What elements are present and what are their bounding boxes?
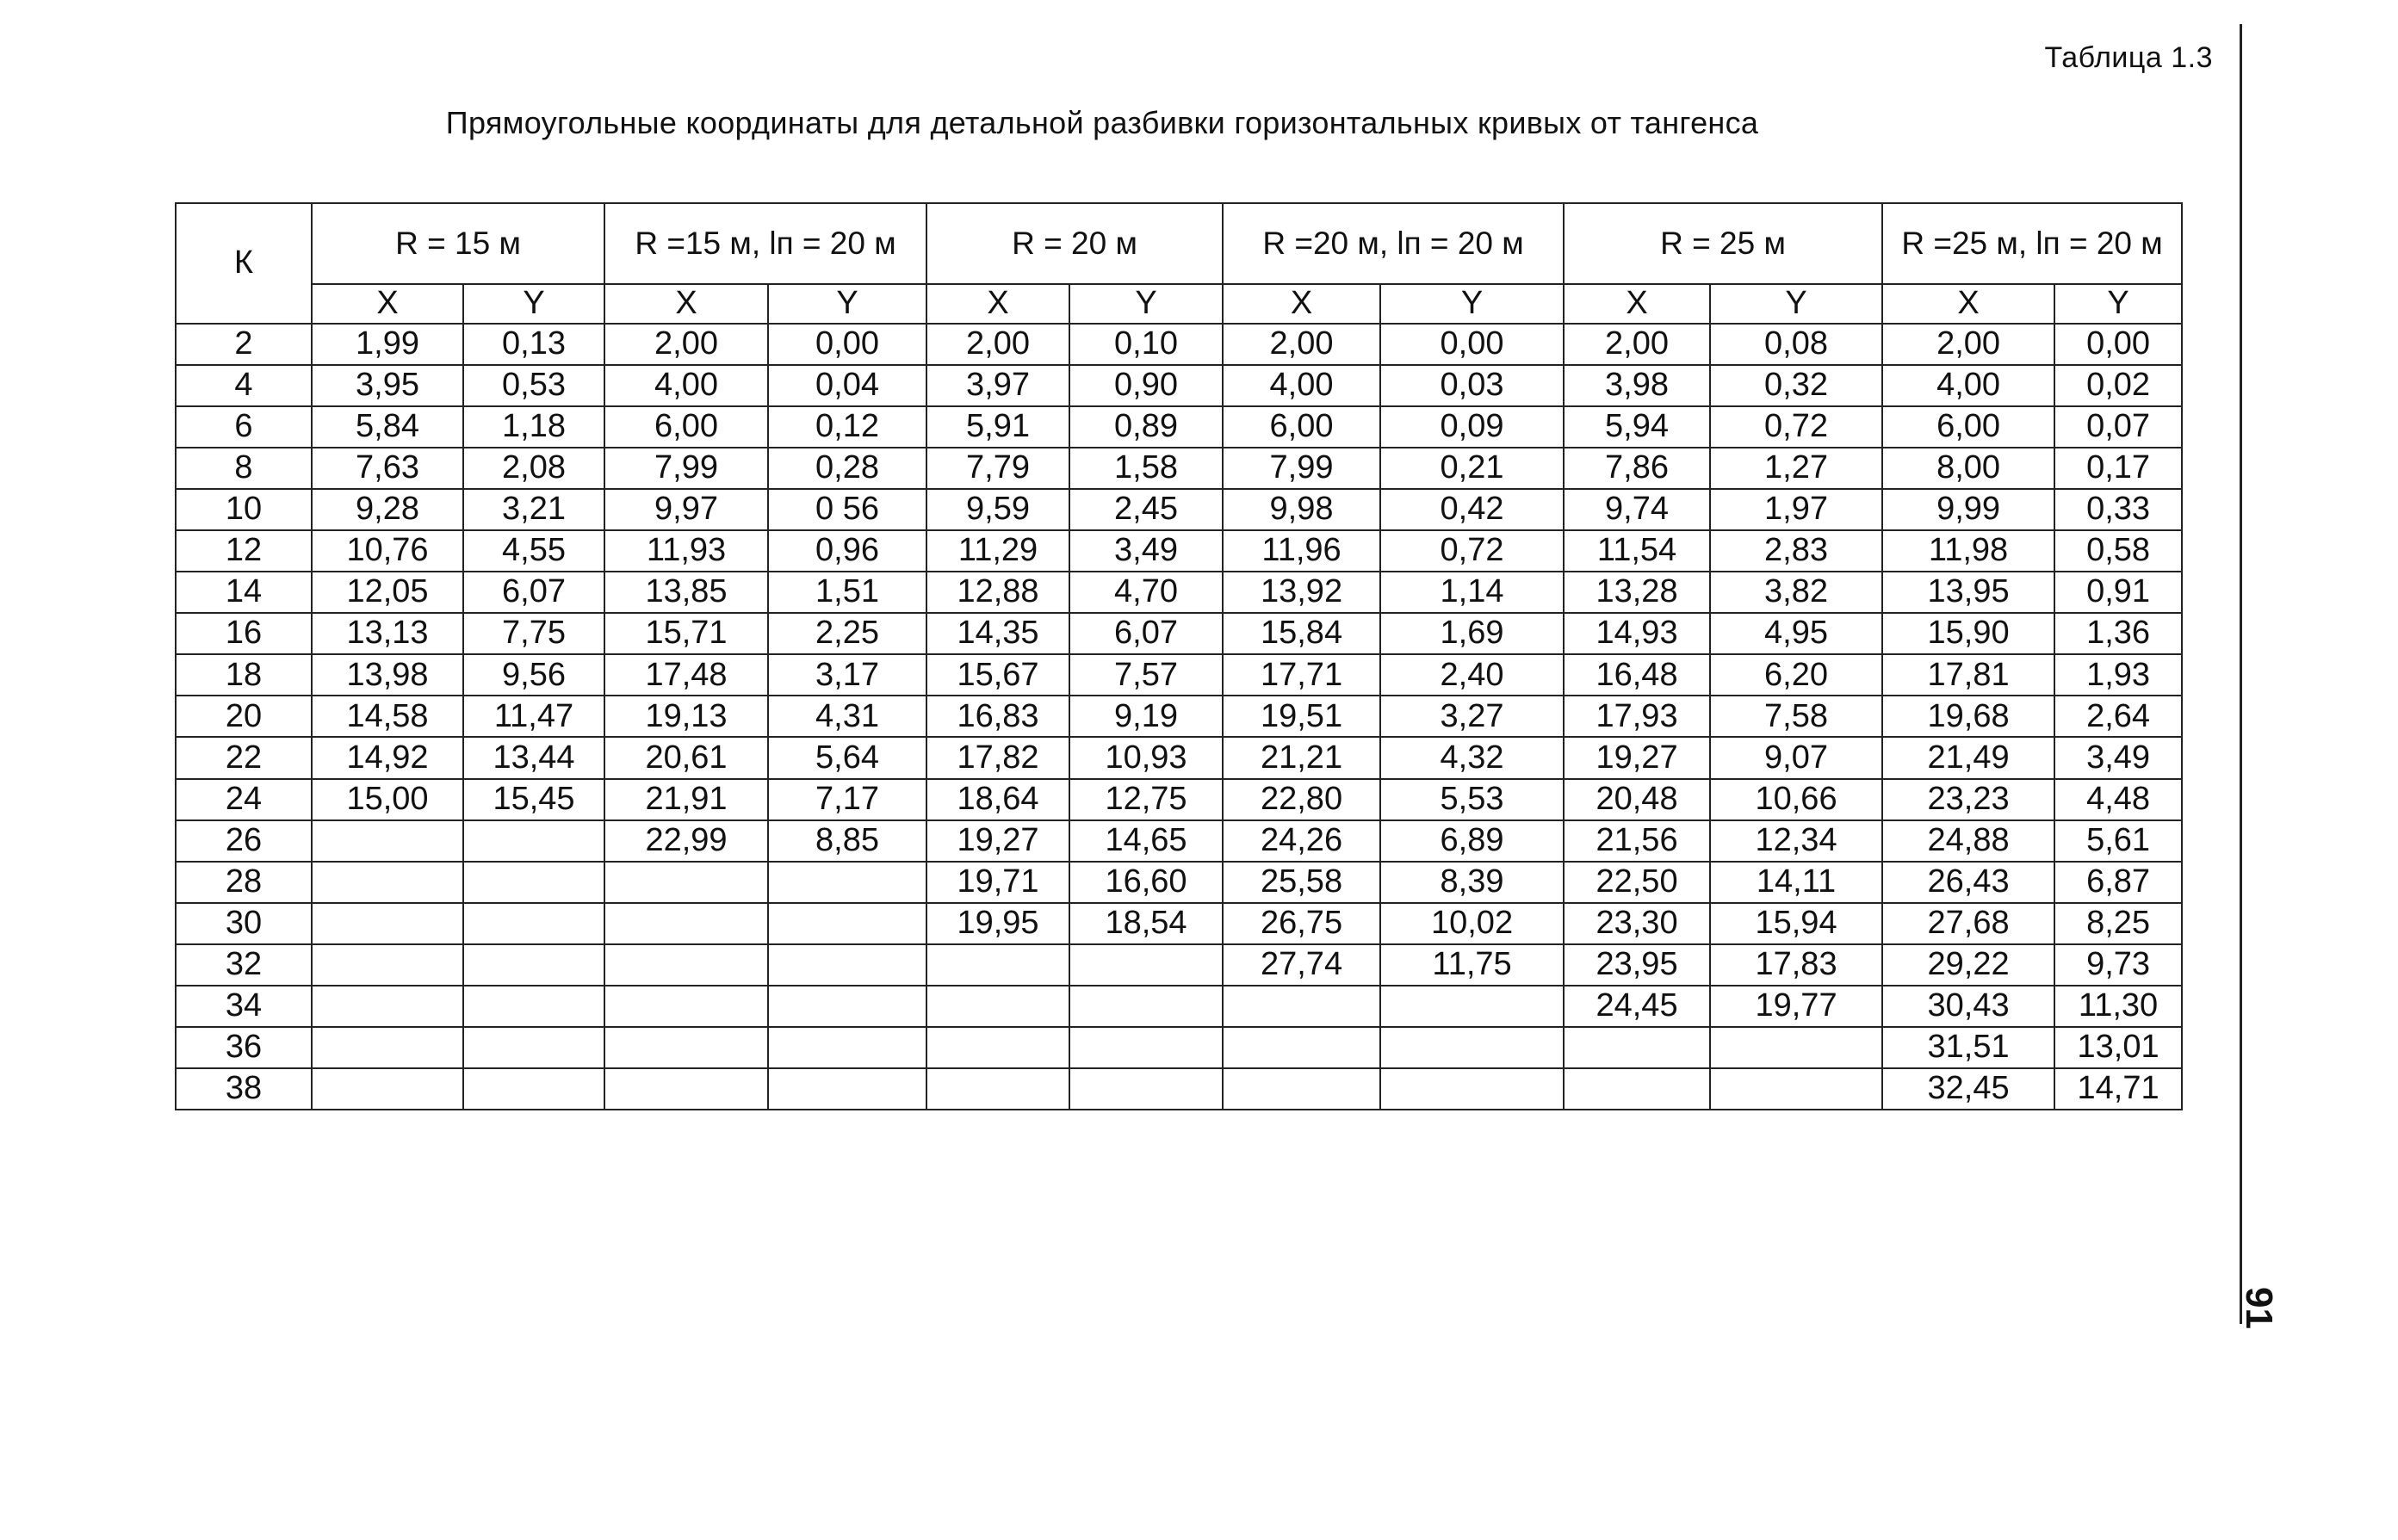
x-value-cell: 26,75 (1223, 903, 1380, 944)
x-value-cell: 17,71 (1223, 654, 1380, 696)
x-value-cell (1223, 986, 1380, 1027)
y-value-cell (768, 1068, 926, 1110)
y-value-cell: 0,08 (1710, 324, 1882, 365)
y-value-cell (463, 862, 604, 903)
x-value-cell: 17,48 (604, 654, 768, 696)
y-value-cell: 1,14 (1380, 572, 1564, 613)
y-value-cell: 0,07 (2054, 406, 2182, 448)
x-value-cell: 24,26 (1223, 820, 1380, 862)
x-value-cell: 5,84 (312, 406, 463, 448)
y-value-cell: 4,48 (2054, 779, 2182, 820)
x-value-cell (926, 1068, 1069, 1110)
y-value-cell: 8,85 (768, 820, 926, 862)
x-column-header: X (1564, 284, 1710, 324)
x-value-cell: 2,00 (604, 324, 768, 365)
y-value-cell: 14,71 (2054, 1068, 2182, 1110)
y-value-cell (768, 1027, 926, 1068)
x-value-cell: 17,93 (1564, 696, 1710, 737)
table-row (176, 903, 2182, 944)
y-value-cell: 3,49 (2054, 737, 2182, 778)
y-value-cell: 0,02 (2054, 365, 2182, 406)
x-value-cell (1223, 1068, 1380, 1110)
group-header-r20: R = 20 м (926, 203, 1223, 284)
y-value-cell: 3,82 (1710, 572, 1882, 613)
y-value-cell: 3,49 (1069, 530, 1223, 572)
x-value-cell: 16,83 (926, 696, 1069, 737)
x-value-cell: 13,92 (1223, 572, 1380, 613)
table-row (176, 448, 2182, 489)
group-header-r25: R = 25 м (1564, 203, 1882, 284)
table-row (176, 654, 2182, 696)
y-value-cell: 5,64 (768, 737, 926, 778)
x-value-cell: 17,81 (1882, 654, 2054, 696)
y-value-cell: 0,13 (463, 324, 604, 365)
y-value-cell: 9,56 (463, 654, 604, 696)
k-column-header: К (176, 203, 312, 324)
x-value-cell: 11,54 (1564, 530, 1710, 572)
table-row (176, 696, 2182, 737)
y-value-cell: 14,11 (1710, 862, 1882, 903)
x-column-header: X (1882, 284, 2054, 324)
y-value-cell: 10,93 (1069, 737, 1223, 778)
x-value-cell: 19,95 (926, 903, 1069, 944)
x-value-cell: 6,00 (604, 406, 768, 448)
y-value-cell: 14,65 (1069, 820, 1223, 862)
y-value-cell: 0,00 (2054, 324, 2182, 365)
x-value-cell: 3,98 (1564, 365, 1710, 406)
y-value-cell (1710, 1068, 1882, 1110)
k-value-cell: 6 (176, 406, 312, 448)
x-value-cell: 3,95 (312, 365, 463, 406)
xy-header-row (176, 284, 2182, 324)
x-value-cell: 18,64 (926, 779, 1069, 820)
x-value-cell: 12,05 (312, 572, 463, 613)
y-value-cell: 6,07 (463, 572, 604, 613)
y-value-cell: 2,25 (768, 613, 926, 654)
x-value-cell: 4,00 (1223, 365, 1380, 406)
x-value-cell: 27,74 (1223, 944, 1380, 986)
table-row (176, 779, 2182, 820)
y-value-cell: 0,91 (2054, 572, 2182, 613)
x-value-cell: 19,71 (926, 862, 1069, 903)
y-value-cell: 1,97 (1710, 489, 1882, 530)
group-header-r15: R = 15 м (312, 203, 604, 284)
k-value-cell: 14 (176, 572, 312, 613)
k-value-cell: 26 (176, 820, 312, 862)
y-value-cell: 11,75 (1380, 944, 1564, 986)
x-value-cell (604, 903, 768, 944)
x-value-cell (312, 903, 463, 944)
k-value-cell: 36 (176, 1027, 312, 1068)
y-value-cell: 1,18 (463, 406, 604, 448)
table-row (176, 1068, 2182, 1110)
y-value-cell: 0,42 (1380, 489, 1564, 530)
y-value-cell: 1,36 (2054, 613, 2182, 654)
x-value-cell: 21,91 (604, 779, 768, 820)
x-value-cell (312, 944, 463, 986)
y-value-cell (768, 944, 926, 986)
y-value-cell: 0,10 (1069, 324, 1223, 365)
k-value-cell: 4 (176, 365, 312, 406)
x-value-cell: 5,91 (926, 406, 1069, 448)
y-value-cell: 16,60 (1069, 862, 1223, 903)
x-value-cell: 23,30 (1564, 903, 1710, 944)
group-header-r20-ln20: R =20 м, lп = 20 м (1223, 203, 1564, 284)
y-value-cell: 0,89 (1069, 406, 1223, 448)
x-value-cell: 10,76 (312, 530, 463, 572)
table-number-label: Таблица 1.3 (2044, 41, 2213, 74)
k-value-cell: 32 (176, 944, 312, 986)
y-value-cell: 0,58 (2054, 530, 2182, 572)
y-value-cell (768, 862, 926, 903)
x-value-cell: 11,93 (604, 530, 768, 572)
table-row (176, 820, 2182, 862)
y-value-cell: 6,07 (1069, 613, 1223, 654)
k-value-cell: 24 (176, 779, 312, 820)
x-value-cell: 32,45 (1882, 1068, 2054, 1110)
y-value-cell: 0,90 (1069, 365, 1223, 406)
y-value-cell: 4,32 (1380, 737, 1564, 778)
y-value-cell: 1,93 (2054, 654, 2182, 696)
y-value-cell: 0,72 (1710, 406, 1882, 448)
y-value-cell: 8,39 (1380, 862, 1564, 903)
coordinates-table (175, 202, 2183, 1110)
page-number: 91 (2238, 1287, 2280, 1329)
table-row (176, 1027, 2182, 1068)
x-value-cell: 26,43 (1882, 862, 2054, 903)
x-value-cell: 9,59 (926, 489, 1069, 530)
x-value-cell: 6,00 (1882, 406, 2054, 448)
x-column-header: X (312, 284, 463, 324)
y-value-cell: 0,33 (2054, 489, 2182, 530)
table-row (176, 530, 2182, 572)
y-value-cell (768, 986, 926, 1027)
y-value-cell (1069, 1068, 1223, 1110)
y-value-cell (463, 986, 604, 1027)
x-column-header: X (1223, 284, 1380, 324)
x-value-cell: 15,00 (312, 779, 463, 820)
y-value-cell: 0,53 (463, 365, 604, 406)
y-value-cell (463, 820, 604, 862)
y-value-cell: 5,61 (2054, 820, 2182, 862)
y-value-cell (1069, 1027, 1223, 1068)
y-value-cell: 0,00 (1380, 324, 1564, 365)
table-row (176, 862, 2182, 903)
k-value-cell: 28 (176, 862, 312, 903)
x-value-cell (604, 1068, 768, 1110)
x-value-cell: 7,63 (312, 448, 463, 489)
x-value-cell: 13,28 (1564, 572, 1710, 613)
y-value-cell: 15,45 (463, 779, 604, 820)
x-value-cell: 11,29 (926, 530, 1069, 572)
x-value-cell: 14,35 (926, 613, 1069, 654)
x-value-cell (312, 1068, 463, 1110)
y-value-cell: 13,44 (463, 737, 604, 778)
x-value-cell (604, 986, 768, 1027)
x-value-cell: 7,79 (926, 448, 1069, 489)
y-value-cell: 3,21 (463, 489, 604, 530)
x-value-cell: 19,27 (926, 820, 1069, 862)
x-value-cell: 9,28 (312, 489, 463, 530)
x-value-cell: 23,23 (1882, 779, 2054, 820)
y-value-cell: 6,20 (1710, 654, 1882, 696)
y-column-header: Y (1380, 284, 1564, 324)
k-value-cell: 8 (176, 448, 312, 489)
y-value-cell (463, 944, 604, 986)
y-column-header: Y (463, 284, 604, 324)
x-value-cell: 13,85 (604, 572, 768, 613)
y-value-cell: 18,54 (1069, 903, 1223, 944)
y-value-cell: 12,34 (1710, 820, 1882, 862)
y-value-cell: 19,77 (1710, 986, 1882, 1027)
y-value-cell: 5,53 (1380, 779, 1564, 820)
table-row (176, 986, 2182, 1027)
k-value-cell: 16 (176, 613, 312, 654)
x-value-cell: 13,95 (1882, 572, 2054, 613)
x-value-cell: 31,51 (1882, 1027, 2054, 1068)
x-value-cell: 24,45 (1564, 986, 1710, 1027)
y-value-cell: 17,83 (1710, 944, 1882, 986)
x-value-cell: 7,99 (1223, 448, 1380, 489)
x-value-cell: 22,50 (1564, 862, 1710, 903)
y-value-cell: 7,58 (1710, 696, 1882, 737)
group-header-r25-ln20: R =25 м, lп = 20 м (1882, 203, 2182, 284)
x-value-cell: 4,00 (604, 365, 768, 406)
x-value-cell (312, 862, 463, 903)
x-value-cell: 15,84 (1223, 613, 1380, 654)
x-value-cell (926, 986, 1069, 1027)
x-value-cell: 19,27 (1564, 737, 1710, 778)
x-value-cell (604, 1027, 768, 1068)
table-row (176, 489, 2182, 530)
y-value-cell: 2,45 (1069, 489, 1223, 530)
x-value-cell: 15,67 (926, 654, 1069, 696)
x-value-cell: 29,22 (1882, 944, 2054, 986)
x-value-cell: 6,00 (1223, 406, 1380, 448)
x-value-cell: 3,97 (926, 365, 1069, 406)
x-value-cell: 21,49 (1882, 737, 2054, 778)
k-value-cell: 10 (176, 489, 312, 530)
x-value-cell: 14,92 (312, 737, 463, 778)
k-value-cell: 12 (176, 530, 312, 572)
page-title: Прямоугольные координаты для детальной разбивки горизонтальных кривых от тангенса (445, 105, 1759, 140)
table-row (176, 406, 2182, 448)
x-value-cell: 4,00 (1882, 365, 2054, 406)
y-value-cell: 9,07 (1710, 737, 1882, 778)
x-value-cell (604, 862, 768, 903)
y-value-cell: 11,47 (463, 696, 604, 737)
y-value-cell (1069, 986, 1223, 1027)
x-value-cell: 14,58 (312, 696, 463, 737)
y-value-cell: 7,75 (463, 613, 604, 654)
y-value-cell: 0,96 (768, 530, 926, 572)
x-value-cell: 2,00 (1223, 324, 1380, 365)
x-value-cell (312, 820, 463, 862)
table-row (176, 737, 2182, 778)
y-value-cell: 0 56 (768, 489, 926, 530)
y-value-cell: 4,31 (768, 696, 926, 737)
k-value-cell: 18 (176, 654, 312, 696)
y-value-cell: 1,51 (768, 572, 926, 613)
y-value-cell: 2,64 (2054, 696, 2182, 737)
y-value-cell: 13,01 (2054, 1027, 2182, 1068)
x-value-cell: 8,00 (1882, 448, 2054, 489)
k-value-cell: 20 (176, 696, 312, 737)
y-value-cell (1380, 1068, 1564, 1110)
table-row (176, 944, 2182, 986)
k-value-cell: 22 (176, 737, 312, 778)
x-value-cell: 19,68 (1882, 696, 2054, 737)
x-value-cell: 15,90 (1882, 613, 2054, 654)
x-value-cell: 13,13 (312, 613, 463, 654)
y-value-cell: 0,03 (1380, 365, 1564, 406)
x-column-header: X (604, 284, 768, 324)
table-row (176, 572, 2182, 613)
x-value-cell (926, 1027, 1069, 1068)
y-value-cell: 0,32 (1710, 365, 1882, 406)
margin-rule (2240, 24, 2242, 1324)
y-value-cell: 6,87 (2054, 862, 2182, 903)
y-value-cell: 12,75 (1069, 779, 1223, 820)
y-value-cell: 1,27 (1710, 448, 1882, 489)
x-value-cell: 20,61 (604, 737, 768, 778)
y-value-cell: 3,27 (1380, 696, 1564, 737)
x-value-cell: 19,51 (1223, 696, 1380, 737)
y-value-cell: 2,08 (463, 448, 604, 489)
k-value-cell: 2 (176, 324, 312, 365)
y-value-cell: 0,28 (768, 448, 926, 489)
x-value-cell: 9,98 (1223, 489, 1380, 530)
x-value-cell (604, 944, 768, 986)
y-value-cell (1380, 986, 1564, 1027)
x-value-cell: 11,98 (1882, 530, 2054, 572)
y-value-cell: 0,72 (1380, 530, 1564, 572)
x-value-cell (312, 1027, 463, 1068)
y-value-cell: 2,83 (1710, 530, 1882, 572)
group-header-row (176, 203, 2182, 284)
y-column-header: Y (1069, 284, 1223, 324)
y-value-cell: 10,66 (1710, 779, 1882, 820)
y-value-cell: 11,30 (2054, 986, 2182, 1027)
y-column-header: Y (2054, 284, 2182, 324)
y-value-cell: 15,94 (1710, 903, 1882, 944)
x-value-cell: 16,48 (1564, 654, 1710, 696)
k-value-cell: 38 (176, 1068, 312, 1110)
y-value-cell: 0,04 (768, 365, 926, 406)
y-value-cell: 9,73 (2054, 944, 2182, 986)
x-value-cell: 12,88 (926, 572, 1069, 613)
y-value-cell: 0,12 (768, 406, 926, 448)
x-value-cell: 24,88 (1882, 820, 2054, 862)
y-value-cell: 0,21 (1380, 448, 1564, 489)
x-value-cell: 21,21 (1223, 737, 1380, 778)
y-value-cell (1710, 1027, 1882, 1068)
x-value-cell: 22,80 (1223, 779, 1380, 820)
y-column-header: Y (1710, 284, 1882, 324)
y-value-cell (1380, 1027, 1564, 1068)
y-value-cell: 2,40 (1380, 654, 1564, 696)
y-value-cell (768, 903, 926, 944)
x-value-cell: 25,58 (1223, 862, 1380, 903)
x-value-cell: 17,82 (926, 737, 1069, 778)
y-value-cell (1069, 944, 1223, 986)
x-value-cell: 27,68 (1882, 903, 2054, 944)
x-column-header: X (926, 284, 1069, 324)
x-value-cell: 14,93 (1564, 613, 1710, 654)
k-value-cell: 34 (176, 986, 312, 1027)
x-value-cell: 7,86 (1564, 448, 1710, 489)
y-value-cell (463, 1068, 604, 1110)
x-value-cell: 20,48 (1564, 779, 1710, 820)
x-value-cell: 11,96 (1223, 530, 1380, 572)
x-value-cell: 1,99 (312, 324, 463, 365)
x-value-cell: 21,56 (1564, 820, 1710, 862)
table-row (176, 613, 2182, 654)
y-value-cell: 4,95 (1710, 613, 1882, 654)
x-value-cell (926, 944, 1069, 986)
y-value-cell: 0,17 (2054, 448, 2182, 489)
y-value-cell: 10,02 (1380, 903, 1564, 944)
x-value-cell: 9,97 (604, 489, 768, 530)
y-value-cell: 7,57 (1069, 654, 1223, 696)
x-value-cell (312, 986, 463, 1027)
x-value-cell: 7,99 (604, 448, 768, 489)
table-row (176, 365, 2182, 406)
y-value-cell: 6,89 (1380, 820, 1564, 862)
y-value-cell (463, 903, 604, 944)
y-value-cell: 4,70 (1069, 572, 1223, 613)
x-value-cell: 30,43 (1882, 986, 2054, 1027)
x-value-cell: 9,99 (1882, 489, 2054, 530)
x-value-cell: 22,99 (604, 820, 768, 862)
x-value-cell: 9,74 (1564, 489, 1710, 530)
x-value-cell: 13,98 (312, 654, 463, 696)
table-row (176, 324, 2182, 365)
x-value-cell (1564, 1027, 1710, 1068)
x-value-cell: 2,00 (1564, 324, 1710, 365)
y-value-cell: 7,17 (768, 779, 926, 820)
y-value-cell: 0,00 (768, 324, 926, 365)
y-value-cell: 0,09 (1380, 406, 1564, 448)
x-value-cell: 5,94 (1564, 406, 1710, 448)
x-value-cell: 15,71 (604, 613, 768, 654)
y-value-cell: 1,58 (1069, 448, 1223, 489)
y-value-cell (463, 1027, 604, 1068)
x-value-cell (1223, 1027, 1380, 1068)
y-value-cell: 9,19 (1069, 696, 1223, 737)
group-header-r15-ln20: R =15 м, lп = 20 м (604, 203, 926, 284)
x-value-cell: 2,00 (926, 324, 1069, 365)
x-value-cell: 23,95 (1564, 944, 1710, 986)
table-body (176, 324, 2182, 1110)
x-value-cell: 2,00 (1882, 324, 2054, 365)
x-value-cell (1564, 1068, 1710, 1110)
y-value-cell: 1,69 (1380, 613, 1564, 654)
y-value-cell: 3,17 (768, 654, 926, 696)
y-value-cell: 8,25 (2054, 903, 2182, 944)
y-column-header: Y (768, 284, 926, 324)
y-value-cell: 4,55 (463, 530, 604, 572)
k-value-cell: 30 (176, 903, 312, 944)
x-value-cell: 19,13 (604, 696, 768, 737)
